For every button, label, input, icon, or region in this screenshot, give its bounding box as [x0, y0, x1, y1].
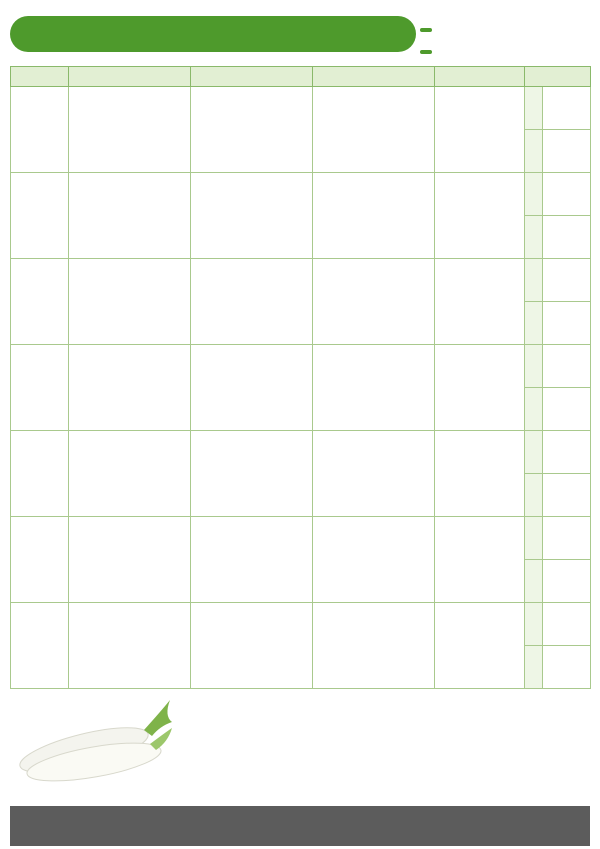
efficacy-section — [10, 686, 590, 790]
lunch-item — [191, 362, 312, 379]
lunch-item — [191, 259, 312, 276]
snack-am-row — [525, 259, 590, 301]
breakfast-cell — [69, 603, 191, 689]
porridge-cell — [435, 517, 525, 603]
day-row — [11, 603, 591, 689]
dinner-item — [313, 241, 434, 258]
lunch-cell — [191, 259, 313, 345]
dinner-item — [313, 173, 434, 190]
lunch-item — [191, 620, 312, 637]
breakfast-item — [69, 121, 190, 138]
dinner-item — [313, 448, 434, 465]
col-header-porridge — [435, 67, 525, 87]
day-cell — [11, 345, 69, 431]
snack-pm-food — [543, 474, 590, 516]
snack-pm-label — [525, 474, 543, 516]
lunch-item — [191, 138, 312, 155]
porridge-item — [443, 276, 524, 293]
dinner-item — [313, 276, 434, 293]
dinner-item — [313, 379, 434, 396]
col-header-lunch — [191, 67, 313, 87]
snack-am-row — [525, 87, 590, 129]
porridge-item — [443, 190, 524, 207]
snack-cell — [525, 517, 591, 603]
breakfast-item — [69, 155, 190, 172]
breakfast-item — [69, 327, 190, 344]
porridge-cell — [435, 173, 525, 259]
snack-am-food — [543, 431, 590, 473]
breakfast-cell — [69, 87, 191, 173]
porridge-item — [443, 207, 524, 224]
breakfast-cell — [69, 173, 191, 259]
contact-box — [420, 20, 596, 64]
col-header-breakfast — [69, 67, 191, 87]
dinner-cell — [313, 87, 435, 173]
snack-pm-food — [543, 388, 590, 430]
breakfast-item — [69, 190, 190, 207]
snack-pm-label — [525, 646, 543, 688]
breakfast-cell — [69, 431, 191, 517]
snack-pm-row — [525, 215, 590, 258]
snack-am-label — [525, 87, 543, 129]
lunch-item — [191, 190, 312, 207]
breakfast-item — [69, 465, 190, 482]
dinner-cell — [313, 603, 435, 689]
snack-am-label — [525, 173, 543, 215]
day-row — [11, 431, 591, 517]
breakfast-item — [69, 173, 190, 190]
snack-cell — [525, 259, 591, 345]
homepage-tag — [420, 28, 432, 32]
lunch-cell — [191, 431, 313, 517]
footnote-bar — [10, 790, 590, 804]
day-cell — [11, 87, 69, 173]
breakfast-item — [69, 104, 190, 121]
lunch-item — [191, 155, 312, 172]
lunch-item — [191, 534, 312, 551]
table-header-row — [11, 67, 591, 87]
dinner-item — [313, 568, 434, 585]
snack-pm-row — [525, 301, 590, 344]
snack-pm-label — [525, 560, 543, 602]
day-cell — [11, 431, 69, 517]
porridge-item — [443, 362, 524, 379]
dinner-cell — [313, 345, 435, 431]
porridge-item — [443, 379, 524, 396]
porridge-item — [443, 396, 524, 413]
lunch-item — [191, 585, 312, 602]
lunch-item — [191, 173, 312, 190]
snack-am-row — [525, 431, 590, 473]
title-banner — [10, 16, 416, 52]
col-header-snack — [525, 67, 591, 87]
snack-pm-row — [525, 387, 590, 430]
radish-leaves — [144, 700, 172, 736]
lunch-cell — [191, 603, 313, 689]
lunch-item — [191, 241, 312, 258]
dinner-item — [313, 155, 434, 172]
breakfast-item — [69, 293, 190, 310]
breakfast-item — [69, 345, 190, 362]
breakfast-cell — [69, 517, 191, 603]
lunch-item — [191, 413, 312, 430]
breakfast-item — [69, 224, 190, 241]
porridge-item — [443, 482, 524, 499]
breakfast-item — [69, 499, 190, 516]
porridge-item — [443, 104, 524, 121]
porridge-item — [443, 448, 524, 465]
lunch-item — [191, 121, 312, 138]
lunch-item — [191, 224, 312, 241]
porridge-cell — [435, 603, 525, 689]
lunch-item — [191, 603, 312, 620]
phone-tag — [420, 50, 432, 54]
menu-table — [10, 66, 591, 689]
dinner-item — [313, 654, 434, 671]
lunch-cell — [191, 87, 313, 173]
dinner-item — [313, 104, 434, 121]
snack-pm-food — [543, 216, 590, 258]
snack-pm-row — [525, 129, 590, 172]
origin-box — [10, 806, 590, 846]
lunch-item — [191, 104, 312, 121]
lunch-item — [191, 465, 312, 482]
breakfast-item — [69, 620, 190, 637]
lunch-item — [191, 551, 312, 568]
snack-cell — [525, 345, 591, 431]
snack-pm-row — [525, 645, 590, 688]
porridge-item — [443, 310, 524, 327]
porridge-cell — [435, 431, 525, 517]
breakfast-item — [69, 585, 190, 602]
dinner-item — [313, 499, 434, 516]
snack-am-food — [543, 603, 590, 645]
day-row — [11, 345, 591, 431]
lunch-item — [191, 431, 312, 448]
snack-pm-row — [525, 473, 590, 516]
day-cell — [11, 173, 69, 259]
breakfast-item — [69, 310, 190, 327]
porridge-cell — [435, 345, 525, 431]
dinner-item — [313, 121, 434, 138]
lunch-item — [191, 379, 312, 396]
porridge-item — [443, 465, 524, 482]
breakfast-item — [69, 431, 190, 448]
dinner-item — [313, 345, 434, 362]
snack-am-food — [543, 259, 590, 301]
breakfast-item — [69, 482, 190, 499]
dinner-item — [313, 87, 434, 104]
day-row — [11, 87, 591, 173]
breakfast-item — [69, 654, 190, 671]
day-cell — [11, 517, 69, 603]
dinner-item — [313, 482, 434, 499]
snack-am-row — [525, 173, 590, 215]
snack-am-row — [525, 517, 590, 559]
dinner-item — [313, 259, 434, 276]
dinner-item — [313, 534, 434, 551]
radish-image — [14, 692, 174, 784]
dinner-item — [313, 327, 434, 344]
dinner-item — [313, 396, 434, 413]
snack-am-food — [543, 173, 590, 215]
snack-am-row — [525, 603, 590, 645]
dinner-item — [313, 310, 434, 327]
snack-am-label — [525, 517, 543, 559]
dinner-cell — [313, 517, 435, 603]
dinner-cell — [313, 173, 435, 259]
dinner-item — [313, 620, 434, 637]
lunch-item — [191, 276, 312, 293]
lunch-cell — [191, 345, 313, 431]
breakfast-item — [69, 603, 190, 620]
snack-pm-label — [525, 302, 543, 344]
dinner-item — [313, 190, 434, 207]
lunch-item — [191, 568, 312, 585]
breakfast-cell — [69, 345, 191, 431]
breakfast-item — [69, 362, 190, 379]
porridge-item — [443, 224, 524, 241]
lunch-item — [191, 654, 312, 671]
homepage-row — [420, 20, 596, 39]
snack-cell — [525, 431, 591, 517]
day-row — [11, 259, 591, 345]
snack-pm-food — [543, 560, 590, 602]
breakfast-item — [69, 396, 190, 413]
breakfast-item — [69, 448, 190, 465]
dinner-item — [313, 465, 434, 482]
breakfast-item — [69, 551, 190, 568]
breakfast-item — [69, 138, 190, 155]
corner-cell — [11, 67, 69, 87]
snack-pm-food — [543, 646, 590, 688]
day-row — [11, 517, 591, 603]
porridge-item — [443, 568, 524, 585]
breakfast-item — [69, 276, 190, 293]
dinner-item — [313, 517, 434, 534]
lunch-cell — [191, 173, 313, 259]
day-row — [11, 173, 591, 259]
snack-am-label — [525, 603, 543, 645]
dinner-item — [313, 224, 434, 241]
porridge-item — [443, 654, 524, 671]
lunch-item — [191, 482, 312, 499]
snack-cell — [525, 603, 591, 689]
lunch-item — [191, 293, 312, 310]
lunch-item — [191, 499, 312, 516]
breakfast-item — [69, 241, 190, 258]
snack-am-label — [525, 431, 543, 473]
day-cell — [11, 259, 69, 345]
snack-cell — [525, 87, 591, 173]
dinner-cell — [313, 431, 435, 517]
snack-pm-label — [525, 216, 543, 258]
porridge-item — [443, 293, 524, 310]
breakfast-item — [69, 534, 190, 551]
breakfast-item — [69, 379, 190, 396]
dinner-item — [313, 551, 434, 568]
dinner-item — [313, 138, 434, 155]
dinner-item — [313, 585, 434, 602]
breakfast-item — [69, 517, 190, 534]
dinner-item — [313, 362, 434, 379]
lunch-item — [191, 87, 312, 104]
porridge-item — [443, 637, 524, 654]
porridge-item — [443, 138, 524, 155]
dinner-item — [313, 413, 434, 430]
dinner-item — [313, 207, 434, 224]
lunch-item — [191, 637, 312, 654]
snack-cell — [525, 173, 591, 259]
breakfast-item — [69, 207, 190, 224]
lunch-item — [191, 396, 312, 413]
snack-am-food — [543, 517, 590, 559]
porridge-item — [443, 551, 524, 568]
porridge-cell — [435, 259, 525, 345]
porridge-item — [443, 121, 524, 138]
dinner-cell — [313, 259, 435, 345]
dinner-item — [313, 637, 434, 654]
dinner-item — [313, 293, 434, 310]
porridge-cell — [435, 87, 525, 173]
lunch-item — [191, 517, 312, 534]
breakfast-item — [69, 637, 190, 654]
lunch-item — [191, 448, 312, 465]
snack-pm-food — [543, 130, 590, 172]
lunch-item — [191, 327, 312, 344]
day-cell — [11, 603, 69, 689]
col-header-dinner — [313, 67, 435, 87]
dinner-item — [313, 603, 434, 620]
lunch-item — [191, 310, 312, 327]
header — [0, 0, 600, 64]
breakfast-item — [69, 87, 190, 104]
snack-pm-label — [525, 130, 543, 172]
breakfast-item — [69, 413, 190, 430]
snack-pm-label — [525, 388, 543, 430]
snack-am-row — [525, 345, 590, 387]
snack-pm-row — [525, 559, 590, 602]
snack-am-label — [525, 259, 543, 301]
porridge-item — [443, 620, 524, 637]
snack-am-label — [525, 345, 543, 387]
porridge-item — [443, 534, 524, 551]
lunch-item — [191, 207, 312, 224]
breakfast-item — [69, 568, 190, 585]
breakfast-item — [69, 259, 190, 276]
dinner-item — [313, 431, 434, 448]
snack-am-food — [543, 345, 590, 387]
lunch-item — [191, 345, 312, 362]
lunch-cell — [191, 517, 313, 603]
snack-pm-food — [543, 302, 590, 344]
snack-am-food — [543, 87, 590, 129]
phone-row — [420, 42, 596, 61]
breakfast-cell — [69, 259, 191, 345]
